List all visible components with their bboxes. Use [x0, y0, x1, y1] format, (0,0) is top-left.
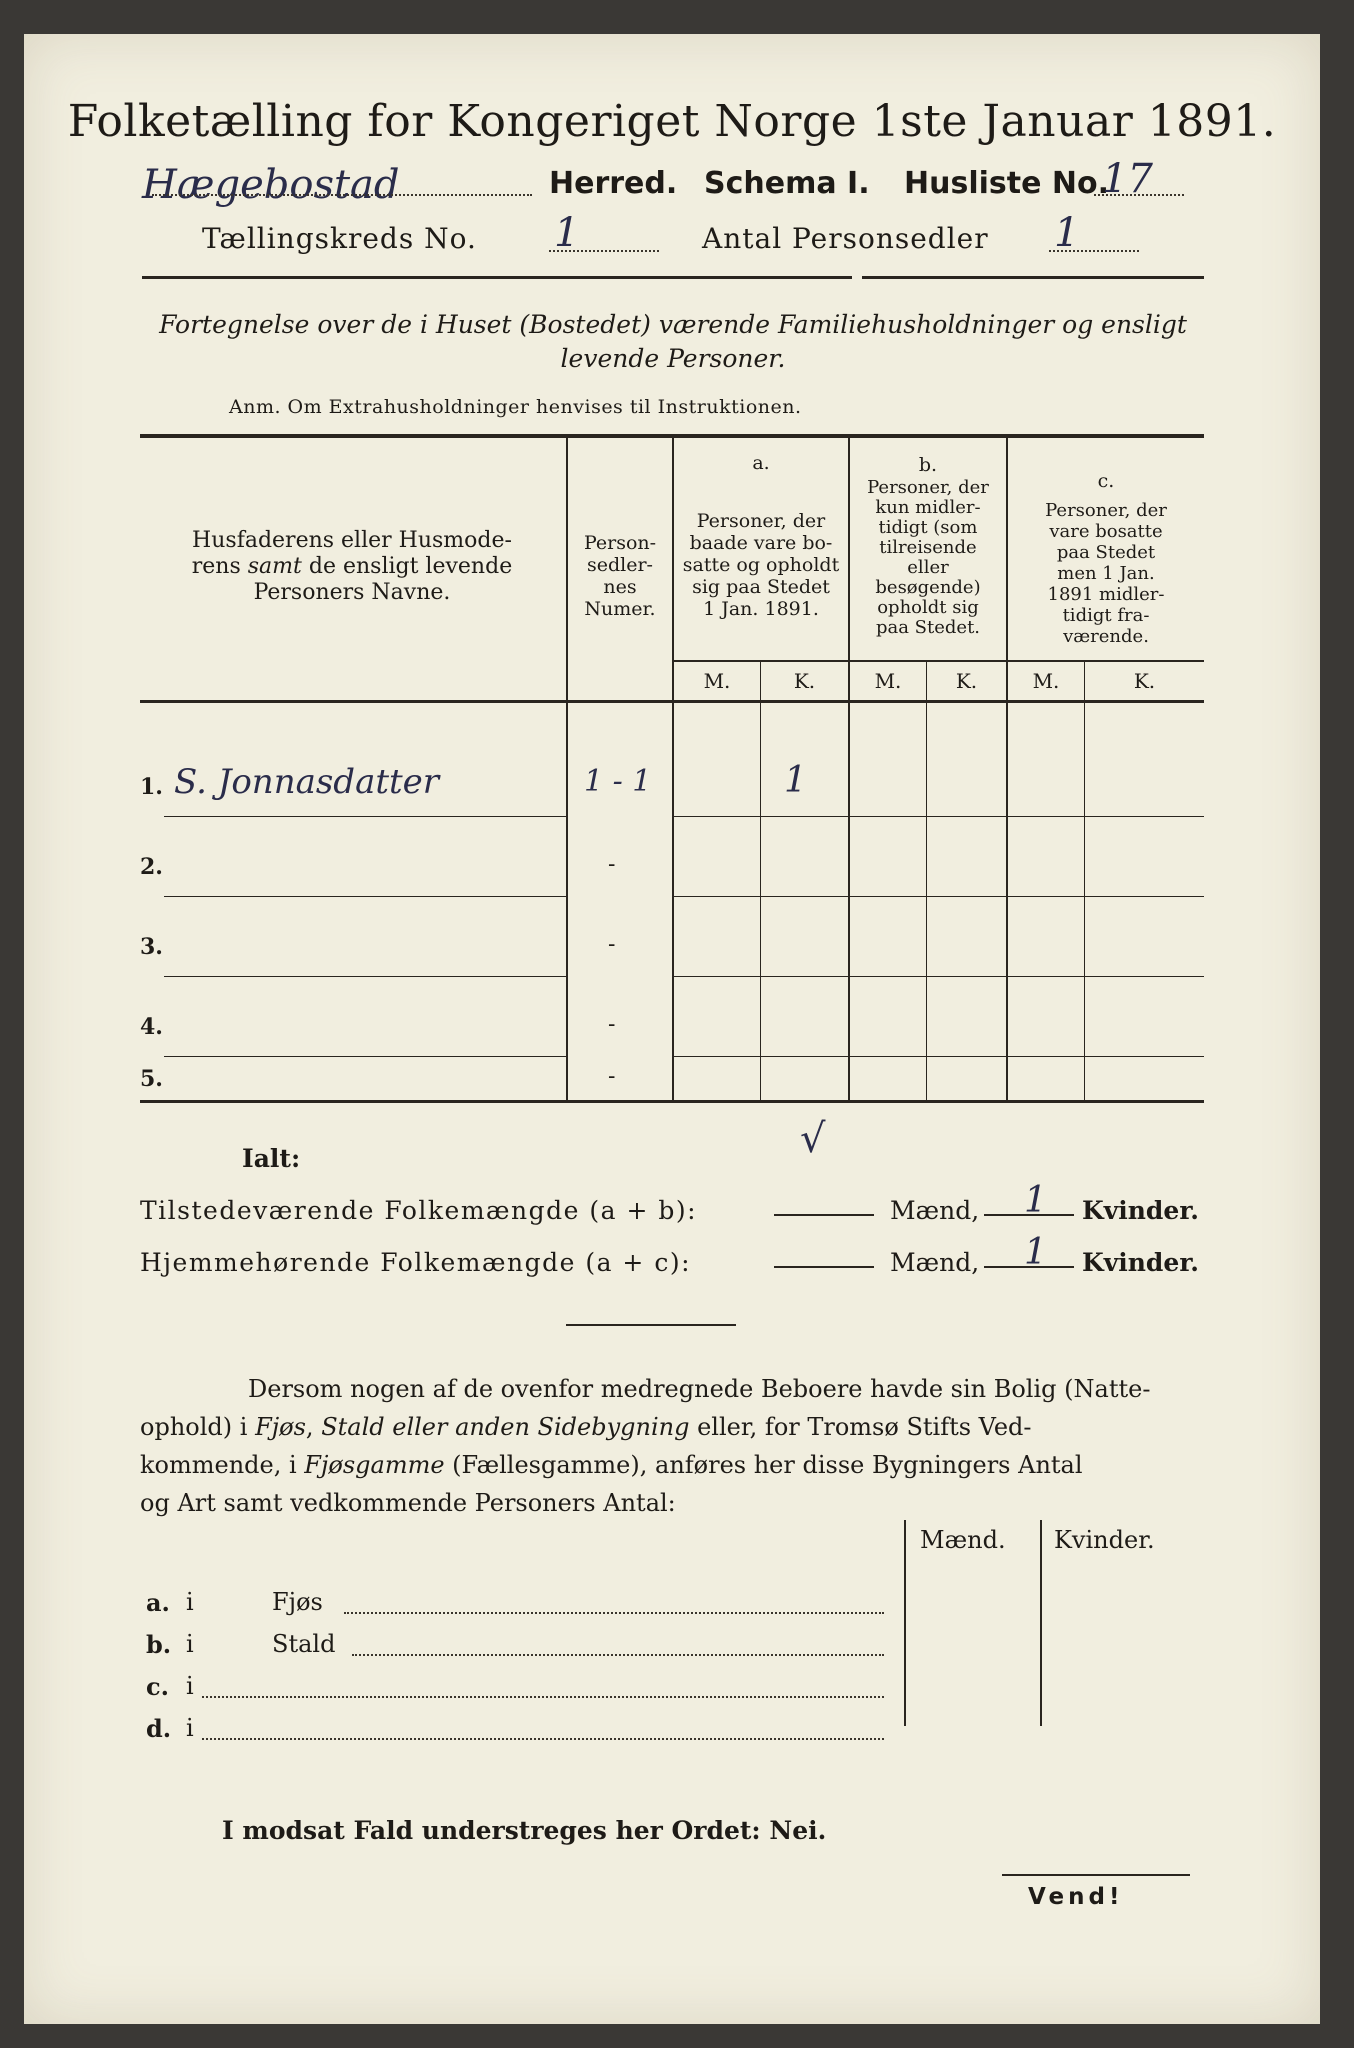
intro-line1: Fortegnelse over de i Huset (Bostedet) værende Familiehusholdninger og ensligt	[159, 310, 1187, 339]
husliste-dots	[1094, 194, 1184, 196]
table-bottom-rule	[140, 1100, 1204, 1103]
schema-label: Schema I.	[704, 166, 870, 201]
row-a-k: 1	[784, 760, 807, 801]
mid-separator	[566, 1324, 736, 1326]
col-a-letter: a.	[752, 452, 770, 474]
row-number: 1.	[140, 774, 163, 800]
header-rule-right	[862, 276, 1204, 279]
row-number: 5.	[140, 1066, 163, 1092]
col-c-header: Personer, der vare bosatte paa Stedet men 1 Jan. 1891 midler- tidigt fra- værende.	[1045, 500, 1167, 647]
row-number: 4.	[140, 1014, 163, 1040]
ialt-label: Ialt:	[242, 1144, 301, 1173]
col-c-letter: c.	[1097, 470, 1115, 492]
a-m-label: M.	[703, 669, 731, 693]
row-sedler: -	[608, 1012, 616, 1037]
buildings-divider-right	[1040, 1520, 1042, 1726]
num-column-header: Person- sedler- nes Numer.	[583, 532, 657, 620]
mk-header-rule	[672, 660, 1204, 662]
hjemme-label: Hjemmehørende Folkemængde (a + c):	[140, 1248, 691, 1277]
row-sedler: -	[608, 932, 616, 957]
tilstede-kvinder-label: Kvinder.	[1082, 1196, 1199, 1225]
header-rule-left	[142, 276, 852, 279]
tilstede-kvinder-value: 1	[1024, 1180, 1047, 1221]
col-divider-a-mk	[760, 662, 761, 1100]
hjemme-kvinder-value: 1	[1024, 1232, 1047, 1273]
hjemme-maend-label: Mænd,	[890, 1248, 980, 1277]
husliste-value: 17	[1102, 156, 1153, 202]
buildings-maend-header: Mænd.	[920, 1526, 1006, 1554]
antal-label: Antal Personsedler	[702, 222, 989, 255]
a-k-label: K.	[793, 669, 816, 693]
col-a-header: Personer, der baade vare bo- satte og opholdt sig paa Stedet 1 Jan. 1891.	[682, 510, 840, 620]
hjemme-kvinder-label: Kvinder.	[1082, 1248, 1199, 1277]
row-number: 2.	[140, 854, 163, 880]
row-name: S. Jonnasdatter	[174, 762, 440, 802]
anm-note: Anm. Om Extrahusholdninger henvises til Instruktionen.	[229, 396, 802, 418]
vend-rule	[1002, 1874, 1190, 1876]
name-column-header: Husfaderens eller Husmode- rens samt de ensligt levende Personers Navne.	[191, 528, 513, 605]
tilstede-label: Tilstedeværende Folkemængde (a + b):	[140, 1196, 698, 1225]
col-divider-name	[566, 438, 568, 1100]
herred-label: Herred.	[549, 166, 678, 201]
c-m-label: M.	[1032, 669, 1060, 693]
antal-value: 1	[1054, 210, 1080, 256]
husliste-label: Husliste No.	[904, 166, 1109, 201]
col-divider-c-mk	[1084, 662, 1085, 1100]
antal-dots	[1049, 250, 1139, 252]
census-form-sheet: Folketælling for Kongeriget Norge 1ste Januar 1891. Hægebostad Herred. Schema I. Husliste No. 17 Tællingskreds No. 1 Antal Personsedler 1 Fortegnelse over de i Huset (Bostedet) værende Familiehusholdninger og ensligt levende Personer. Anm. Om Extrahusholdninger henvises til Instruktionen. Husfaderens eller Husmode- rens samt de ensligt levende Personers Navne. Person- sedler- nes Numer. a. Personer, der baade vare bo- satte og opholdt sig paa Stedet 1 Jan. 1891. b. Personer, der kun midler- tidigt (som tilreisende eller besøgende) opholdt sig paa Stedet. c. Personer, der vare bosatte paa Stedet men 1 Jan. 1891 midler- tidigt fra- værende. M. K. M. K. M. K. 1. S. Jonnasdatter 1 - 1 1 2. - 3. - 4. - 5. - Ialt: √ Tilstedeværende Folkemængde (a + b): Mænd, 1 Kvinder. Hjemmehørende Folkemængde (a + c): Mænd, 1 Kvinder. Dersom nogen af de ovenfor medregnede Beboere havde sin Bolig (Natte- ophold) i Fjøs, Stald eller anden Sidebygning eller, for Tromsø Stifts Ved- kommende, i Fjøsgamme (Fællesgamme), anføres her disse Bygningers Antal og Art samt vedkommende Personers Antal: Mænd. Kvinder. a. i Fjøs b. i Stald c. i d. i I modsat Fald understreges her Ordet: Nei. Vend!	[24, 34, 1320, 2024]
row-sedler: -	[608, 1064, 616, 1089]
taellingskreds-label: Tællingskreds No.	[202, 222, 477, 255]
vend-label: Vend!	[1028, 1884, 1124, 1910]
taellingskreds-dots	[549, 250, 659, 252]
form-title: Folketælling for Kongeriget Norge 1ste Januar 1891.	[67, 96, 1277, 147]
taellingskreds-value: 1	[554, 210, 580, 256]
modsat-note: I modsat Fald understreges her Ordet: Nei.	[222, 1816, 827, 1845]
c-k-label: K.	[1133, 669, 1156, 693]
building-label: Stald	[272, 1630, 336, 1658]
ialt-check-mark: √	[800, 1116, 826, 1162]
col-divider-b-mk	[926, 662, 927, 1100]
b-k-label: K.	[955, 669, 978, 693]
b-m-label: M.	[874, 669, 902, 693]
buildings-divider-left	[904, 1520, 906, 1726]
intro-line2: levende Personer.	[560, 344, 786, 373]
buildings-paragraph: Dersom nogen af de ovenfor medregnede Beboere havde sin Bolig (Natte- ophold) i Fjøs, Stald eller anden Sidebygning eller, for Tromsø Stifts Ved- kommende, i Fjøsgamme (Fællesgamme), anføres her disse Bygningers Antal og Art samt vedkommende Personers Antal:	[140, 1375, 1151, 1517]
row-sedler: 1 - 1	[584, 764, 652, 799]
buildings-kvinder-header: Kvinder.	[1054, 1526, 1155, 1554]
building-label: Fjøs	[272, 1588, 323, 1616]
herred-dots	[152, 194, 532, 196]
row-number: 3.	[140, 934, 163, 960]
col-b-header: Personer, der kun midler- tidigt (som tilreisende eller besøgende) opholdt sig paa Stedet.	[867, 477, 989, 638]
row-sedler: -	[608, 852, 616, 877]
col-b-letter: b.	[918, 454, 938, 476]
tilstede-maend-label: Mænd,	[890, 1196, 980, 1225]
herred-value: Hægebostad	[142, 162, 400, 208]
